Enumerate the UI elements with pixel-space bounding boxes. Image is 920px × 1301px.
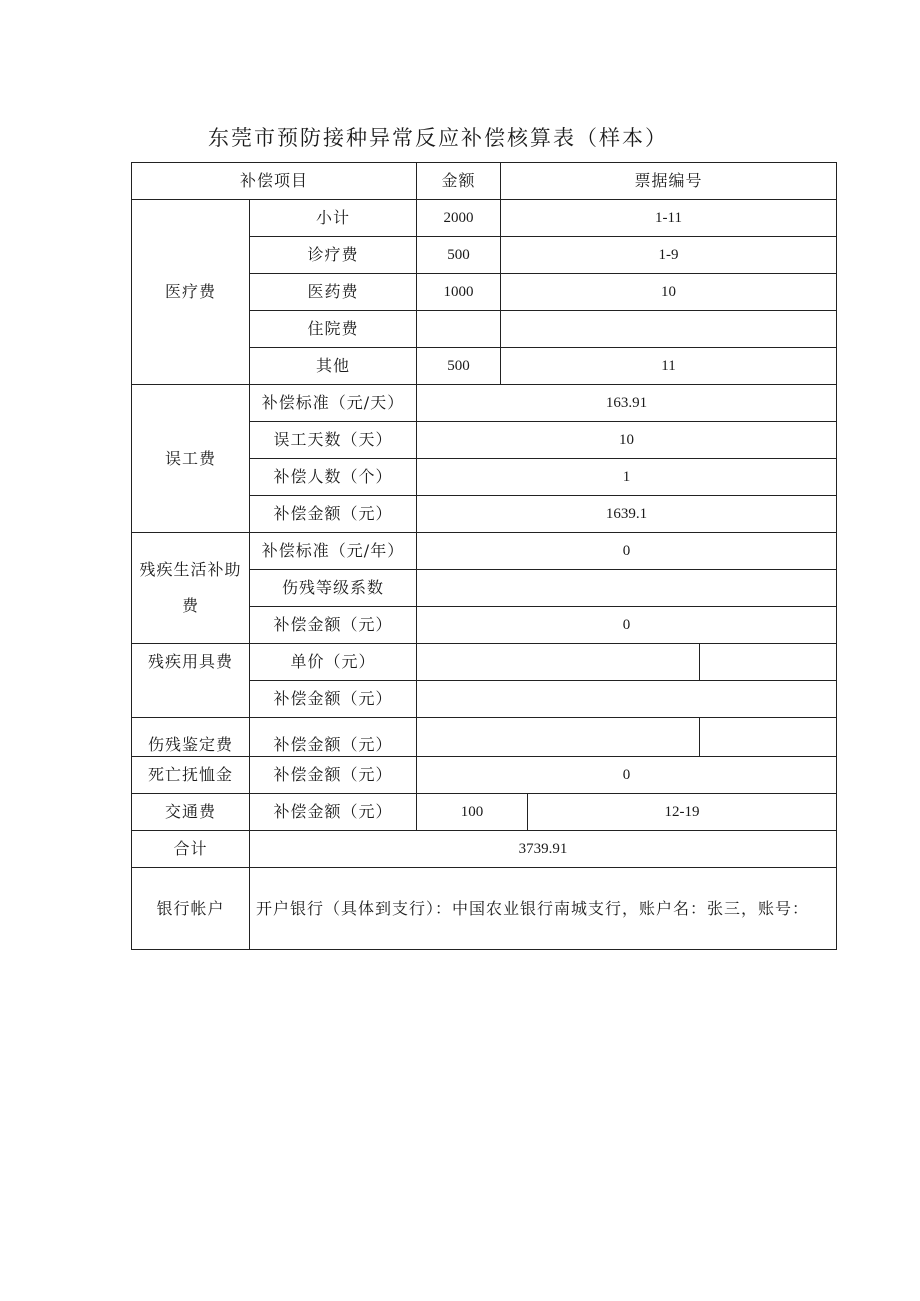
medical-row-invoice: 1-9 — [501, 237, 837, 274]
header-item: 补偿项目 — [132, 163, 417, 200]
medical-row-amount: 500 — [417, 348, 501, 385]
death-pension-label: 死亡抚恤金 — [132, 757, 250, 794]
death-pension-amount-label: 补偿金额（元） — [250, 757, 417, 794]
assessment-amount-label: 补偿金额（元） — [250, 718, 417, 757]
medical-row-name: 医药费 — [250, 274, 417, 311]
total-value: 3739.91 — [250, 831, 837, 868]
table-row — [132, 718, 837, 757]
equipment-amount-value — [417, 681, 837, 718]
lost-work-row-value: 1639.1 — [417, 496, 837, 533]
medical-row-invoice: 11 — [501, 348, 837, 385]
table-row — [132, 831, 837, 868]
medical-row-name: 小计 — [250, 200, 417, 237]
equipment-amount-label: 补偿金额（元） — [250, 681, 417, 718]
medical-label: 医疗费 — [132, 200, 250, 385]
table-row — [132, 644, 837, 681]
total-label: 合计 — [132, 831, 250, 868]
disability-living-row-name: 补偿标准（元/年） — [250, 533, 417, 570]
lost-work-row-value: 1 — [417, 459, 837, 496]
transport-amount-label: 补偿金额（元） — [250, 794, 417, 831]
medical-row-name: 其他 — [250, 348, 417, 385]
disability-living-row-name: 补偿金额（元） — [250, 607, 417, 644]
lost-work-row-name: 补偿人数（个） — [250, 459, 417, 496]
transport-value: 100 — [417, 794, 528, 831]
medical-row-name: 诊疗费 — [250, 237, 417, 274]
disability-living-row-value: 0 — [417, 533, 837, 570]
header-amount: 金额 — [417, 163, 501, 200]
unit-price-label: 单价（元） — [250, 644, 417, 681]
disability-living-row-value — [417, 570, 837, 607]
lost-work-row-value: 10 — [417, 422, 837, 459]
medical-row-name: 住院费 — [250, 311, 417, 348]
assessment-extra — [700, 718, 837, 757]
lost-work-row-name: 补偿标准（元/天） — [250, 385, 417, 422]
header-row — [132, 163, 837, 200]
lost-work-row-name: 误工天数（天） — [250, 422, 417, 459]
transport-invoice: 12-19 — [528, 794, 837, 831]
medical-row-invoice: 10 — [501, 274, 837, 311]
table-row — [132, 385, 837, 422]
bank-label: 银行帐户 — [132, 868, 250, 950]
disability-equipment-label: 残疾用具费 — [132, 644, 250, 718]
medical-row-invoice: 1-11 — [501, 200, 837, 237]
bank-info: 开户银行（具体到支行）：中国农业银行南城支行，账户名：张三，账号： — [250, 868, 837, 950]
unit-price-extra — [700, 644, 837, 681]
lost-work-row-value: 163.91 — [417, 385, 837, 422]
disability-living-row-name: 伤残等级系数 — [250, 570, 417, 607]
table-row — [132, 868, 837, 950]
header-invoice: 票据编号 — [501, 163, 837, 200]
lost-work-row-name: 补偿金额（元） — [250, 496, 417, 533]
page-title: 东莞市预防接种异常反应补偿核算表（样本） — [208, 126, 668, 150]
compensation-table — [131, 162, 837, 950]
medical-row-amount: 2000 — [417, 200, 501, 237]
disability-living-label: 残疾生活补助费 — [132, 533, 250, 644]
medical-row-amount: 1000 — [417, 274, 501, 311]
table-row — [132, 757, 837, 794]
table-row — [132, 533, 837, 570]
medical-row-amount: 500 — [417, 237, 501, 274]
table-row — [132, 200, 837, 237]
medical-row-invoice — [501, 311, 837, 348]
disability-assessment-label: 伤残鉴定费 — [132, 718, 250, 757]
lost-work-label: 误工费 — [132, 385, 250, 533]
unit-price-value — [417, 644, 700, 681]
transport-label: 交通费 — [132, 794, 250, 831]
medical-row-amount — [417, 311, 501, 348]
disability-living-row-value: 0 — [417, 607, 837, 644]
assessment-amount-value — [417, 718, 700, 757]
table-row — [132, 794, 837, 831]
death-pension-value: 0 — [417, 757, 837, 794]
